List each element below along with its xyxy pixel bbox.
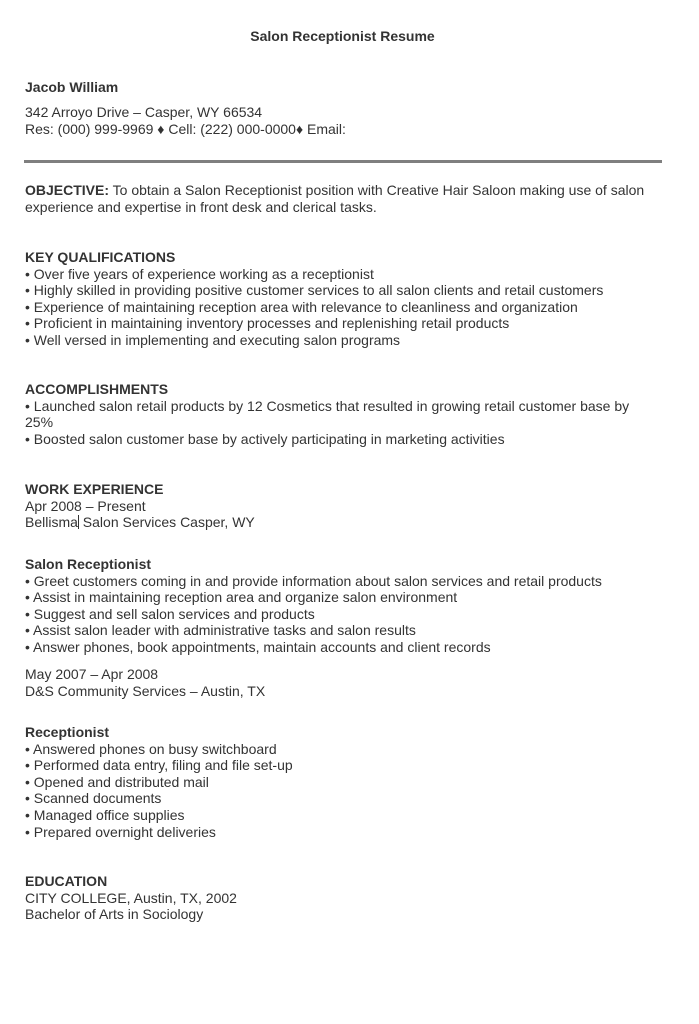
document-title: Salon Receptionist Resume bbox=[250, 28, 435, 44]
job-duties-list bbox=[25, 573, 665, 656]
list-item: • Opened and distributed mail bbox=[25, 773, 209, 790]
job-2-header bbox=[25, 666, 665, 699]
employer-location-part: Salon Services Casper, WY bbox=[78, 514, 255, 531]
list-item: • Highly skilled in providing positive customer services to all salon clients and retail customers bbox=[25, 282, 604, 299]
job-employer bbox=[25, 514, 665, 531]
list-item: • Boosted salon customer base by actively participating in marketing activities bbox=[25, 430, 505, 447]
job-employer: D&S Community Services – Austin, TX bbox=[25, 682, 266, 699]
list-item: • Answered phones on busy switchboard bbox=[25, 740, 277, 757]
education-school: CITY COLLEGE, Austin, TX, 2002 bbox=[25, 889, 237, 906]
employer-name-part: Bellisma bbox=[25, 514, 78, 531]
qualifications-heading: KEY QUALIFICATIONS bbox=[25, 249, 176, 265]
job-2 bbox=[25, 724, 665, 840]
job-role: Salon Receptionist bbox=[25, 556, 152, 572]
contact-phones: Res: (000) 999-9969 ♦ Cell: (222) 000-0000♦ Email: bbox=[25, 121, 346, 137]
objective-section bbox=[25, 182, 661, 215]
job-1 bbox=[25, 556, 665, 656]
job-duties-list bbox=[25, 741, 665, 841]
job-dates: May 2007 – Apr 2008 bbox=[25, 666, 159, 682]
list-item: • Performed data entry, filing and file set-up bbox=[25, 757, 293, 774]
job-role: Receptionist bbox=[25, 724, 110, 740]
work-experience-heading: WORK EXPERIENCE bbox=[25, 481, 164, 497]
list-item: • Assist in maintaining reception area and organize salon environment bbox=[25, 589, 458, 606]
list-item: • Well versed in implementing and executing salon programs bbox=[25, 331, 401, 348]
objective-label: OBJECTIVE: bbox=[25, 182, 110, 198]
list-item: • Managed office supplies bbox=[25, 806, 185, 823]
list-item: • Prepared overnight deliveries bbox=[25, 823, 216, 840]
qualifications-section bbox=[25, 249, 665, 349]
accomplishments-section bbox=[25, 381, 657, 447]
education-degree: Bachelor of Arts in Sociology bbox=[25, 906, 204, 923]
list-item: • Proficient in maintaining inventory processes and replenishing retail products bbox=[25, 315, 510, 332]
list-item: • Greet customers coming in and provide information about salon services and retail products bbox=[25, 572, 602, 589]
list-item: • Over five years of experience working as a receptionist bbox=[25, 265, 374, 282]
objective-text: To obtain a Salon Receptionist position with Creative Hair Saloon making use of salon experience and expertise in front desk and clerical tasks. bbox=[25, 182, 645, 215]
accomplishments-list bbox=[25, 398, 657, 448]
education-section bbox=[25, 873, 665, 923]
list-item: • Launched salon retail products by 12 Cosmetics that resulted in growing retail customer base by 25% bbox=[25, 397, 630, 431]
education-heading: EDUCATION bbox=[25, 873, 108, 889]
list-item: • Assist salon leader with administrative tasks and salon results bbox=[25, 622, 416, 639]
job-dates: Apr 2008 – Present bbox=[25, 497, 146, 514]
list-item: • Suggest and sell salon services and products bbox=[25, 605, 315, 622]
candidate-name: Jacob William bbox=[25, 79, 119, 95]
list-item: • Answer phones, book appointments, maintain accounts and client records bbox=[25, 638, 491, 655]
list-item: • Scanned documents bbox=[25, 790, 162, 807]
work-experience-section bbox=[25, 481, 665, 531]
header-divider bbox=[24, 160, 662, 163]
contact-address: 342 Arroyo Drive – Casper, WY 66534 bbox=[25, 104, 263, 120]
list-item: • Experience of maintaining reception area with relevance to cleanliness and organization bbox=[25, 298, 578, 315]
qualifications-list bbox=[25, 266, 665, 349]
accomplishments-heading: ACCOMPLISHMENTS bbox=[25, 381, 169, 397]
